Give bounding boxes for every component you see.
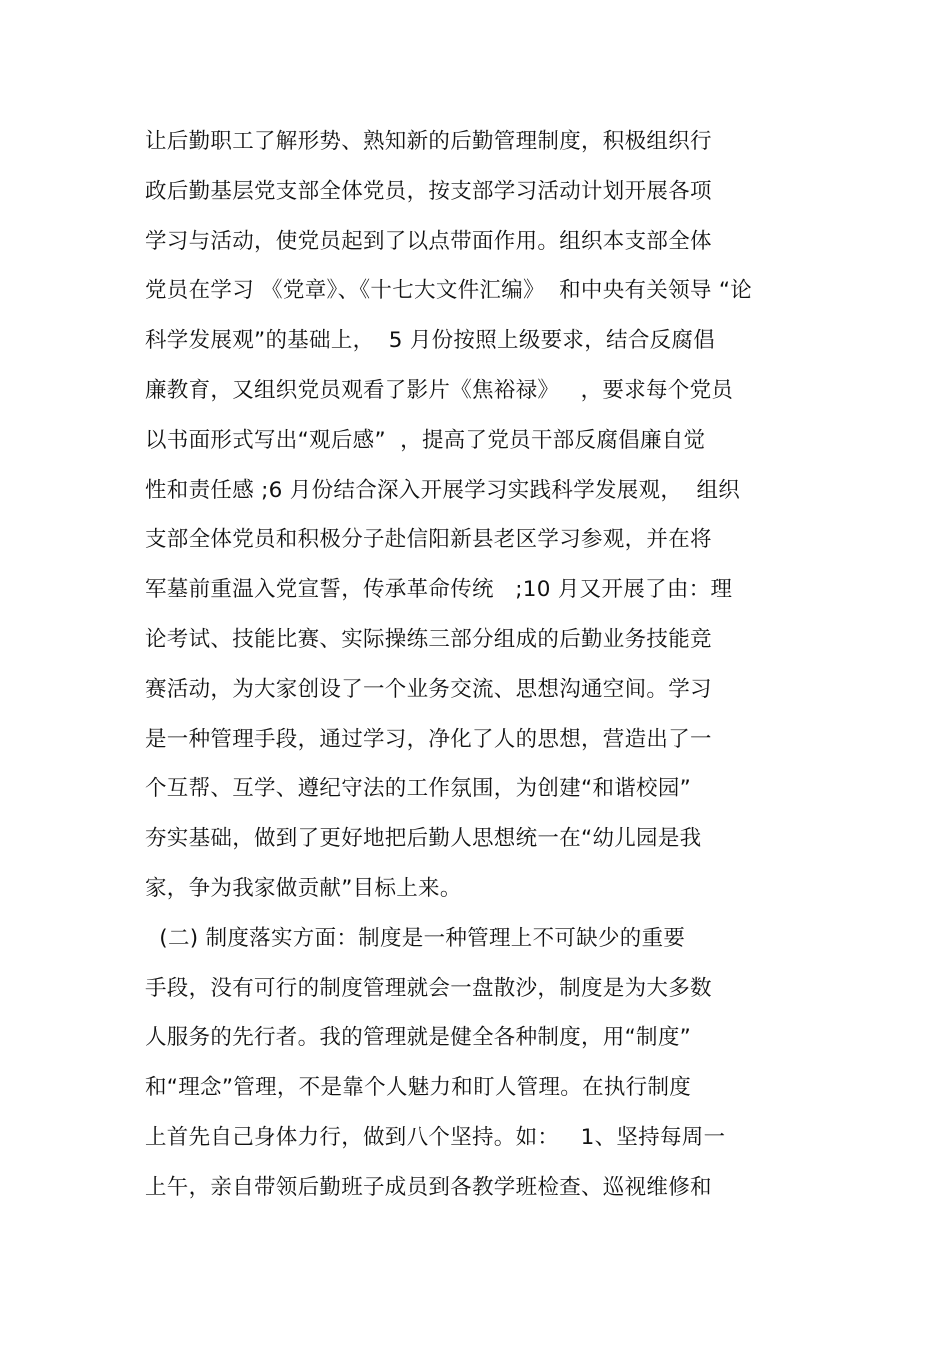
text-line: 科学发展观”的基础上， 5 月份按照上级要求，结合反腐倡 [145, 328, 716, 353]
text-line: 夯实基础，做到了更好地把后勤人思想统一在“幼儿园是我 [145, 826, 702, 851]
text-line: 和“理念”管理，不是靠个人魅力和盯人管理。在执行制度 [145, 1075, 692, 1100]
text-line: 论考试、技能比赛、实际操练三部分组成的后勤业务技能竞 [145, 627, 712, 652]
text-line: 赛活动，为大家创设了一个业务交流、思想沟通空间。学习 [145, 677, 712, 702]
text-line: 人服务的先行者。我的管理就是健全各种制度，用“制度” [145, 1025, 692, 1050]
text-line: 个互帮、互学、遵纪守法的工作氛围，为创建“和谐校园” [145, 776, 692, 801]
text-line: 以书面形式写出“观后感” ，提高了党员干部反腐倡廉自觉 [145, 428, 706, 453]
text-line: 家，争为我家做贡献”目标上来。 [145, 876, 462, 901]
text-line: 性和责任感 ;6 月份结合深入开展学习实践科学发展观， 组织 [145, 478, 741, 503]
text-line: 党员在学习 《党章》、《十七大文件汇编》 和中央有关领导 “论 [145, 278, 753, 303]
section-heading-line: (二) 制度落实方面：制度是一种管理上不可缺少的重要 [145, 926, 686, 951]
text-line: 军墓前重温入党宣誓，传承革命传统 ;10 月又开展了由：理 [145, 577, 733, 602]
text-line: 廉教育，又组织党员观看了影片《焦裕禄》 ，要求每个党员 [145, 378, 734, 403]
text-line: 政后勤基层党支部全体党员，按支部学习活动计划开展各项 [145, 179, 712, 204]
text-line: 上午，亲自带领后勤班子成员到各教学班检查、巡视维修和 [145, 1175, 712, 1200]
text-line: 手段，没有可行的制度管理就会一盘散沙，制度是为大多数 [145, 976, 712, 1001]
text-line: 学习与活动，使党员起到了以点带面作用。组织本支部全体 [145, 229, 712, 254]
text-line: 让后勤职工了解形势、熟知新的后勤管理制度，积极组织行 [145, 129, 712, 154]
text-line: 上首先自己身体力行，做到八个坚持。如： 1、坚持每周一 [145, 1125, 726, 1150]
text-line: 支部全体党员和积极分子赴信阳新县老区学习参观，并在将 [145, 527, 712, 552]
text-line: 是一种管理手段，通过学习，净化了人的思想，营造出了一 [145, 727, 712, 752]
